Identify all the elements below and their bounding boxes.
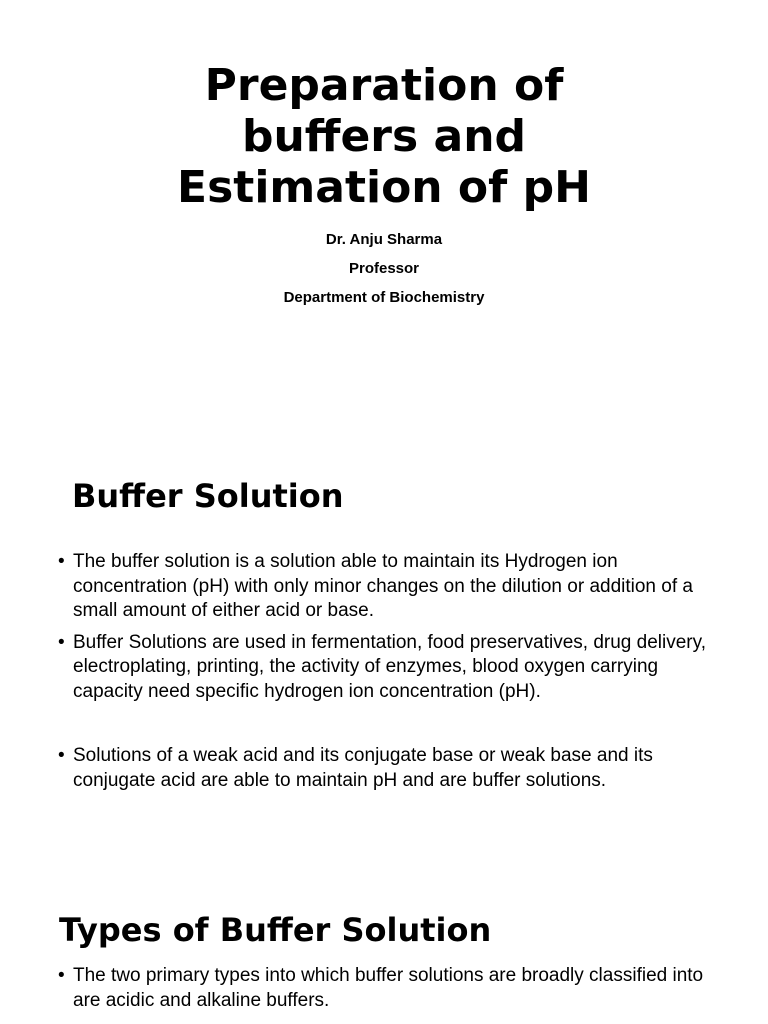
- list-item: [58, 550, 708, 624]
- bullet-text: Buffer Solutions are used in fermentation, food preservatives, drug delivery, electroplating, printing, the activity of enzymes, blood oxygen carrying capacity need specific hydrogen ion concentration (pH).: [73, 631, 706, 702]
- title-line: Estimation of pH: [177, 162, 591, 213]
- list-item: [58, 744, 708, 793]
- buffer-types-slide: [0, 870, 768, 1024]
- list-item: [58, 964, 708, 1013]
- buffer-solution-slide: [0, 440, 768, 870]
- author-department: Department of Biochemistry: [283, 289, 485, 306]
- bullet-list: [58, 550, 708, 793]
- title-line: buffers and: [241, 111, 527, 162]
- title-line: Preparation of: [204, 60, 564, 111]
- bullet-icon: •: [58, 551, 65, 572]
- bullet-text: The buffer solution is a solution able to maintain its Hydrogen ion concentration (pH) with only minor changes on the dilution or addition of a small amount of either acid or base.: [73, 551, 693, 621]
- list-item: [58, 631, 708, 705]
- author-position: Professor: [348, 260, 420, 277]
- author-block: [0, 229, 768, 316]
- bullet-icon: •: [58, 965, 65, 986]
- bullet-list: [58, 964, 708, 1013]
- bullet-text: Solutions of a weak acid and its conjugate base or weak base and its conjugate acid are able to maintain pH and are buffer solutions.: [73, 745, 653, 791]
- bullet-icon: •: [58, 631, 65, 653]
- bullet-text: The two primary types into which buffer solutions are broadly classified into are acidic and alkaline buffers.: [73, 965, 704, 1011]
- slide-heading: Types of Buffer Solution: [59, 911, 492, 949]
- slide-heading: Buffer Solution: [72, 477, 344, 515]
- title-slide: [0, 0, 768, 440]
- bullet-icon: •: [58, 745, 65, 766]
- author-name: Dr. Anju Sharma: [325, 231, 443, 248]
- slide-title: [0, 60, 768, 213]
